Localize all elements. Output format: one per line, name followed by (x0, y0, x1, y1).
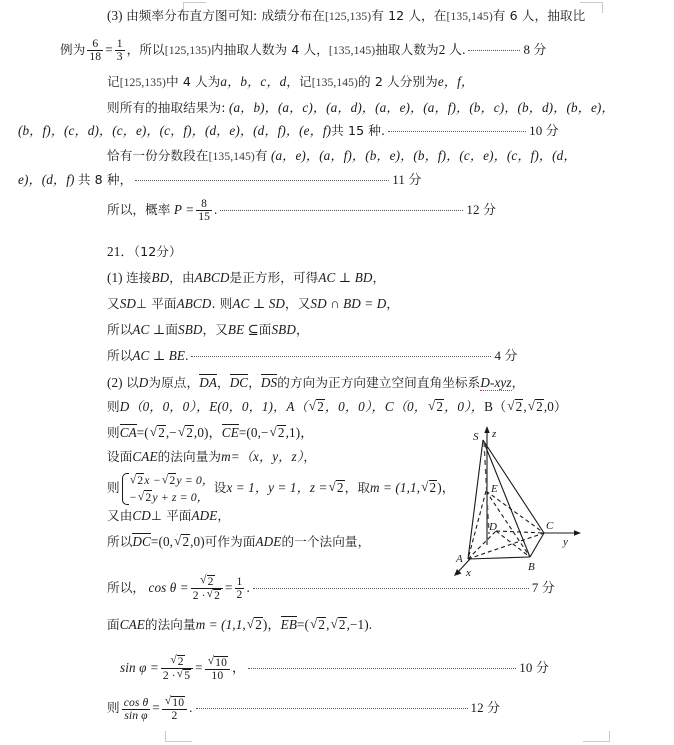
q20-l1-text-b: 有 12 人，在 (371, 8, 447, 23)
sqrt2 (138, 489, 153, 506)
coord-system-label: D-xyz (480, 375, 512, 390)
plane-sbd: SBD (178, 322, 203, 337)
q20-l6-text-a: 恰有一份分数段在 (107, 148, 209, 163)
fraction-sqrt10-10 (205, 656, 230, 682)
q20-part3-line3 (107, 74, 474, 89)
q21-p2l7-d: ,0) (190, 534, 205, 549)
q21-p2l5-h: )， (437, 480, 455, 496)
q21-p1l2-c: . 则 (211, 296, 233, 311)
rel-ac-perp-bd: AC ⊥ BD (318, 270, 373, 285)
den-coeff: 2 · (162, 669, 176, 683)
coord-e: E(0，0，1)， (209, 399, 287, 414)
vector-ds: DS (260, 375, 278, 390)
q21-p2l7-f: 的一个法向量， (281, 534, 371, 549)
rel-sd-cap-bd: SD ∩ BD = D (310, 296, 387, 311)
coord-b-3: , (523, 399, 527, 414)
q21-p2l9-a: 面 (107, 617, 120, 632)
radicand: 2 (436, 399, 444, 414)
coord-c-1: C（0， (384, 399, 427, 414)
q21-p1l3-c: 面 (165, 322, 179, 337)
q20-l1-interval-2: [135,145) (446, 10, 493, 23)
label-C: C (546, 520, 554, 532)
radicand: 2 (336, 480, 344, 496)
sqrt2 (200, 575, 214, 588)
q20-l7-score: 11 分 (392, 172, 422, 187)
q20-l5-score: 10 分 (529, 123, 559, 138)
frac-num: 1 (236, 575, 243, 589)
sqrt2 (162, 472, 177, 489)
label-D: D (489, 521, 497, 533)
q20-l6-interval: [135,145) (208, 150, 255, 163)
radicand: 2 (277, 425, 285, 440)
q21-p2l3-a: 则 (107, 425, 120, 440)
q21-p2l1-a: 以 (126, 375, 139, 390)
vector-da: DA (199, 375, 217, 390)
q21-p2l1-e: ， (248, 375, 261, 390)
label-B: B (528, 561, 535, 573)
eq1-part-b: y = 0， (176, 473, 214, 487)
seg-bd: BD (151, 270, 170, 285)
q20-l3-interval-2: [135,145) (311, 76, 359, 89)
frac-den: 10 (205, 669, 230, 682)
q21-p1l1-b: ，由 (169, 270, 195, 285)
sqrt2 (309, 399, 325, 414)
q21-p2l4-b: 的法向量为 (157, 449, 222, 464)
coord-b-1: B（ (484, 399, 507, 414)
rel-be-subset: BE ⊆ (227, 322, 259, 337)
rel-ac-perp: AC ⊥ (132, 322, 166, 337)
edge-AB (468, 557, 530, 559)
fraction-sin-phi (161, 655, 193, 682)
frac-den: 2 (162, 709, 187, 722)
fraction-1-3 (115, 38, 125, 63)
seg-sd: SD (119, 296, 137, 311)
q21-p2l11-score: 12 分 (470, 700, 501, 716)
point-d: D (138, 375, 149, 390)
fraction-sqrt10-2 (162, 696, 187, 722)
q21-p2l10-comma: ， (231, 660, 246, 676)
q21-p2l1-f: 的方向为正方向建立空间直角坐标系 (277, 375, 481, 390)
dot-leader (135, 174, 389, 181)
frac-num (205, 656, 230, 669)
radicand: 5 (184, 669, 191, 683)
equation-row-1 (129, 472, 214, 489)
q20-l3-text-b: 中 4 人为 (166, 74, 221, 89)
q21-p2l6-c: ， (217, 508, 231, 523)
coord-d: D（0，0，0）， (119, 399, 210, 414)
q20-l7-pairs: e)，(d，f) (18, 172, 75, 187)
q21-p2l8-a: 所以， (107, 580, 146, 596)
sqrt2 (178, 425, 194, 440)
q20-part3-line8 (107, 198, 496, 223)
q21-p2l7-b: =(0, (150, 534, 174, 549)
fraction-8-15 (196, 198, 212, 223)
q20-l1-text-a: 由频率分布直方图可知: 成绩分布在 (126, 8, 325, 23)
edge-AD-dashed (468, 531, 496, 559)
q20-l2-text-b: ，所以 (126, 41, 165, 57)
sin-phi-label: sin φ = (120, 660, 159, 676)
q20-l8-score: 12 分 (466, 201, 497, 217)
frac-den: 2 (236, 588, 243, 602)
q20-l3-interval-1: [125,135) (119, 76, 167, 89)
q21-p2l9-g: , (326, 617, 330, 632)
q21-p2l10-score: 10 分 (519, 660, 549, 676)
eq1-part-a: x − (144, 473, 161, 487)
q21-p2l3-d: ,− (165, 425, 177, 440)
q21-p2l11-eq: = (152, 700, 160, 716)
fraction-cos-theta (191, 575, 223, 602)
q20-l2-interval-1: [125,135) (164, 43, 212, 57)
q21-p2l5-a: 则 (107, 480, 120, 496)
q21-heading (107, 244, 182, 259)
label-x: x (466, 567, 471, 579)
radicand: 2 (318, 617, 326, 632)
vector-dc: DC (229, 375, 249, 390)
q20-l5-pairs: (b，f)，(c，d)，(c，e)，(c，f)，(d，e)，(d，f)，(e，f) (18, 123, 332, 138)
q20-l2-score: 8 分 (523, 41, 547, 57)
edge-BC (530, 533, 544, 557)
q21-p2l8-period: . (246, 580, 250, 596)
q20-l3-vars-1: a，b，c，d (220, 74, 287, 89)
label-z: z (492, 428, 497, 440)
q21-part1-line3 (107, 322, 309, 337)
label-y: y (563, 536, 568, 548)
dot-leader (191, 350, 491, 357)
frac-den: sin φ (122, 709, 151, 722)
quad-abcd-2: ABCD (176, 296, 212, 311)
q20-l3-text-c: ，记 (286, 74, 312, 89)
q21-part1-line1 (107, 270, 385, 285)
frac-num: cos θ (123, 696, 149, 710)
q21-p2l6-b: ⊥ 平面 (150, 508, 192, 523)
q21-part2-line4 (107, 449, 316, 464)
radicand: 2 (169, 473, 176, 487)
frac-den: 3 (116, 49, 123, 63)
q20-part3-line2 (60, 38, 547, 63)
sqrt10 (208, 656, 228, 669)
normal-vector-m: m=（x，y，z） (221, 449, 304, 464)
q20-l2-text-d: 抽取人数为 (375, 41, 439, 57)
crop-mark-bottom-left (165, 731, 192, 742)
q21-number: 21． (107, 244, 134, 259)
dot-leader (220, 204, 463, 211)
coord-a-1: A（ (286, 399, 308, 414)
eq2-part-a: − (128, 490, 137, 505)
q21-p2l9-j: . (368, 617, 373, 632)
radicand: 2 (515, 399, 523, 414)
q20-l3-vars-2: e，f， (437, 74, 475, 89)
q21-p1l2-b: ⊥ 平面 (136, 296, 177, 311)
q21-part2-line11 (107, 696, 500, 722)
q21-p1l3-i: ， (295, 322, 309, 337)
q21-part2-line10 (120, 655, 549, 682)
radicand: 2 (207, 575, 214, 588)
q20-l2-interval-2: [135,145) (328, 43, 376, 57)
plane-cae-2: CAE (119, 617, 145, 632)
axis-z-arrow (484, 426, 489, 433)
q21-p1l2-a: 又 (107, 296, 120, 311)
q21-part2-line5 (107, 472, 455, 506)
q21-p2l9-b: 的法向量 (144, 617, 196, 632)
plane-ade-2: ADE (255, 534, 282, 549)
q20-l2-text-e: 2 人. (438, 41, 466, 57)
rel-ac-perp-be: AC ⊥ BE (132, 348, 186, 363)
sqrt2 (150, 425, 166, 440)
frac-num (162, 696, 187, 709)
vector-eb: EB (280, 617, 297, 632)
label-S: S (473, 431, 479, 443)
equation-row-2 (129, 489, 214, 506)
q21-p2l3-b: =( (136, 425, 149, 440)
q20-part3-line5 (18, 123, 559, 139)
q21-p2l11-period: . (189, 700, 193, 716)
radicand: 2 (317, 399, 324, 414)
sqrt2 (331, 617, 347, 632)
frac-num (191, 575, 223, 588)
part2-label: (2) (107, 375, 123, 390)
frac-num (161, 655, 193, 668)
radicand: 2 (429, 480, 437, 496)
radicand: 2 (214, 589, 220, 603)
q21-part2-line3 (107, 424, 314, 440)
radicand: 10 (172, 696, 185, 709)
q21-p2l8-score: 7 分 (531, 580, 555, 596)
q21-part2-line2 (107, 399, 567, 414)
q21-p2l10-eq: = (195, 660, 203, 676)
q20-l3-text-d: 的 2 人分别为 (358, 74, 438, 89)
q21-p1l2-g: ， (386, 296, 400, 311)
sqrt5 (177, 669, 191, 682)
q20-l7-text-b: 共 8 种， (77, 172, 133, 187)
q21-p1l4-c: . (185, 348, 189, 363)
part3-label: (3) (107, 8, 123, 23)
pyramid-svg (448, 424, 630, 582)
q21-p2l3-i: ,1)， (285, 425, 314, 440)
sqrt2 (428, 399, 444, 414)
q21-part1-line4 (107, 348, 518, 364)
q21-p2l6-a: 又由 (107, 508, 133, 523)
coord-a-3: ，0，0）， (324, 399, 385, 414)
q21-p1l1-c: 是正方形，可得 (229, 270, 319, 285)
q20-l2-equals: = (105, 41, 113, 57)
frac-den: 15 (198, 209, 210, 223)
sqrt2 (270, 425, 286, 440)
fraction-cos-over-sin (122, 697, 151, 722)
crop-mark-bottom-right (583, 731, 610, 742)
q21-p2l4-a: 设面 (107, 449, 133, 464)
q21-p2l2-a: 则 (107, 399, 120, 414)
q21-p2l5-c: x = 1，y = 1，z = (226, 480, 328, 496)
edge-SA (468, 440, 483, 559)
plane-cae: CAE (132, 449, 158, 464)
q21-p2l5-e: ，取 (344, 480, 371, 496)
q21-p2l9-i: ,−1) (346, 617, 369, 632)
q21-p2l9-e: =( (296, 617, 310, 632)
cos-theta-label: cos θ = (148, 580, 189, 596)
normal-vector-m-2: m = (1,1, (195, 617, 246, 632)
edge-EA-dashed (468, 491, 486, 559)
equation-system (120, 472, 214, 506)
q20-l6-text-b: 有 (254, 148, 268, 163)
radicand: 10 (215, 656, 227, 669)
radicand: 2 (338, 617, 346, 632)
radicand: 2 (137, 473, 144, 487)
q20-l2-text-c: 内抽取人数为 4 人， (211, 41, 329, 57)
q20-l1-text-c: 有 6 人，抽取比 (492, 8, 586, 23)
q21-p2l11-a: 则 (107, 700, 120, 716)
dot-leader (248, 662, 516, 669)
frac-num: 6 (92, 37, 99, 50)
plane-sbd-2: SBD (271, 322, 296, 337)
frac-den (191, 588, 223, 602)
sqrt2 (170, 655, 184, 668)
seg-cd: CD (132, 508, 151, 523)
axis-y-arrow (574, 530, 581, 535)
frac-num: 1 (116, 37, 123, 50)
q21-p2l5-b: 设 (213, 480, 227, 496)
q20-l6-pairs: (a，e)，(a，f)，(b，e)，(b，f)，(c，e)，(c，f)，(d， (270, 148, 577, 163)
q21-p2l1-g: ， (511, 375, 525, 390)
q21-p2l3-g: =(0,− (238, 425, 269, 440)
q20-l4-pairs: (a，b)，(a，c)，(a，d)，(a，e)，(a，f)，(b，c)，(b，d)，(b，e)， (229, 100, 615, 115)
q21-p1-score: 4 分 (494, 348, 518, 363)
sqrt2 (130, 472, 145, 489)
plane-ade: ADE (191, 508, 218, 523)
diag-AC-dashed (468, 533, 544, 559)
radicand: 2 (177, 655, 184, 668)
q21-p2l1-b: 为原点， (148, 375, 200, 390)
fraction-1-2 (235, 576, 245, 601)
q20-l8-text-a: 所以，概率 (107, 201, 171, 217)
coord-c-3: ，0）， (444, 399, 485, 414)
q20-l3-text-a: 记 (107, 74, 120, 89)
dot-leader (468, 44, 520, 51)
pyramid-figure (448, 424, 630, 582)
label-E: E (491, 483, 498, 495)
sqrt2 (329, 480, 345, 495)
radicand: 2 (158, 425, 165, 440)
q20-l2-text-a: 例为 (60, 41, 86, 57)
q21-p2l3-f: ,0)， (193, 425, 222, 440)
q20-l5-text-b: 共 15 种. (331, 123, 386, 138)
q21-p2l9-d: )， (262, 617, 281, 632)
part1-label: (1) (107, 270, 123, 285)
vector-ca: CA (119, 425, 137, 440)
vector-ce: CE (221, 425, 239, 440)
dot-leader (196, 702, 468, 709)
fraction-6-18 (87, 38, 103, 63)
sqrt10 (165, 696, 185, 709)
dot-leader (253, 582, 529, 589)
sqrt2 (174, 534, 190, 549)
q21-p1l3-e: ，又 (202, 322, 228, 337)
q21-p1l3-a: 所以 (107, 322, 133, 337)
frac-den: 18 (89, 49, 102, 63)
radicand: 2 (145, 490, 152, 505)
edge-SB (483, 440, 530, 557)
rel-ac-perp-sd: AC ⊥ SD (232, 296, 286, 311)
radicand: 2 (186, 425, 193, 440)
quad-abcd: ABCD (194, 270, 230, 285)
radicand: 2 (536, 399, 543, 414)
q20-part3-line7 (18, 172, 421, 188)
q20-l1-interval-1: [125,135) (324, 10, 372, 23)
q21-part2-line9 (107, 616, 372, 632)
frac-den (161, 668, 193, 682)
sqrt2 (207, 589, 221, 602)
q20-part3-line1 (107, 8, 585, 23)
sqrt2 (421, 480, 437, 495)
sqrt2 (310, 617, 326, 632)
q20-l8-p: P = (173, 201, 195, 217)
q21-p2l1-c: ， (216, 375, 230, 390)
vector-dc-2: DC (132, 534, 151, 549)
radicand: 2 (255, 617, 262, 632)
q21-p2l5-f: m = (1,1, (370, 480, 421, 496)
q21-part2-line1 (107, 374, 524, 390)
q21-p2l8-eq: = (225, 580, 233, 596)
label-A: A (456, 553, 463, 565)
q20-l4-text-a: 则所有的抽取结果为: (107, 100, 226, 115)
q20-l8-period: . (214, 201, 218, 217)
sqrt2 (247, 617, 263, 632)
q20-part3-line6 (107, 148, 577, 163)
q21-part1-line2 (107, 296, 399, 311)
frac-num: 8 (201, 197, 208, 210)
q21-points: （12分） (133, 244, 182, 259)
dot-leader (388, 125, 526, 132)
q21-part2-line7 (107, 533, 370, 549)
radicand: 2 (182, 534, 190, 549)
sqrt2 (507, 399, 523, 414)
den-coeff: 2 · (192, 589, 206, 603)
sqrt2 (528, 399, 544, 414)
q21-p1l1-a: 连接 (126, 270, 152, 285)
q21-p2l4-c: ， (303, 449, 317, 464)
q21-p1l4-a: 所以 (107, 348, 133, 363)
coord-b-5: ,0） (543, 399, 568, 414)
q21-p1l2-e: ，又 (285, 296, 311, 311)
q21-p1l1-e: ， (372, 270, 386, 285)
q21-p2l7-a: 所以 (107, 534, 133, 549)
q20-part3-line4 (107, 100, 615, 115)
q21-p2l7-e: 可作为面 (204, 534, 256, 549)
eq2-part-b: y + z = 0， (152, 490, 209, 505)
q21-part2-line6 (107, 508, 230, 523)
q21-p1l3-g: 面 (258, 322, 272, 337)
